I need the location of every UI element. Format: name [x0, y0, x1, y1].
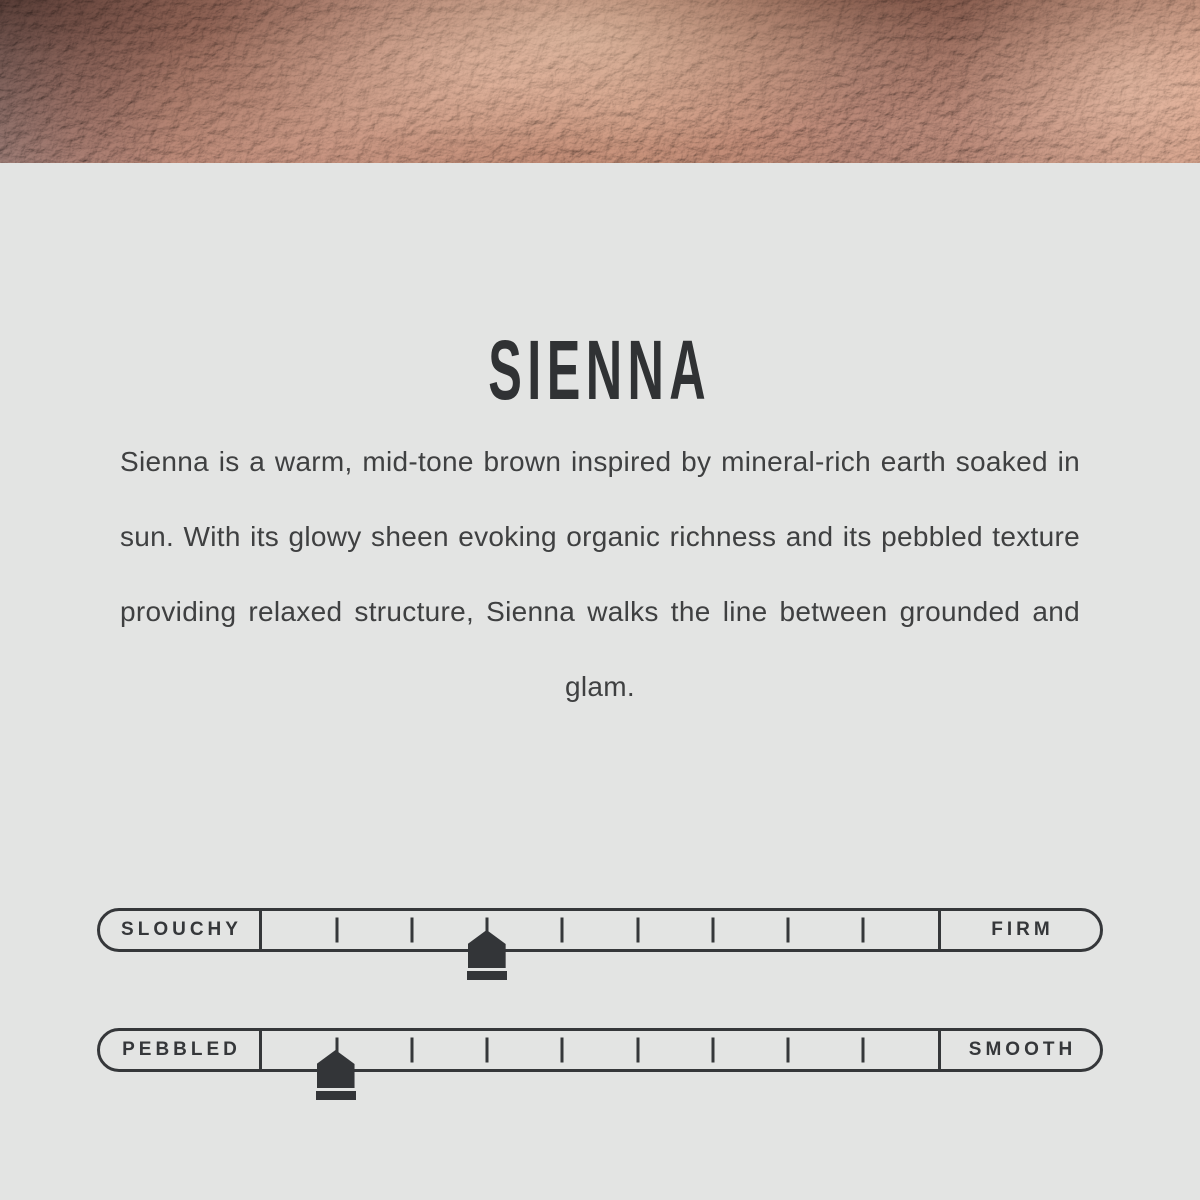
- marker-bar-icon: [467, 971, 507, 980]
- scale-structure-left-label: SLOUCHY: [121, 919, 242, 940]
- page-title: [0, 323, 1200, 418]
- tick-mark: [711, 1038, 714, 1063]
- scale-texture-track: [262, 1031, 938, 1069]
- scale-structure-left-cap: [100, 911, 262, 949]
- tick-mark: [486, 1038, 489, 1063]
- tick-mark: [786, 1038, 789, 1063]
- marker-arrow-icon: [317, 1050, 355, 1088]
- tick-mark: [561, 918, 564, 943]
- scale-structure-right-cap: [938, 911, 1100, 949]
- scale-structure: [97, 908, 1103, 952]
- tick-mark: [561, 1038, 564, 1063]
- scale-structure-pill: [97, 908, 1103, 952]
- scale-texture-left-cap: [100, 1031, 262, 1069]
- scale-texture-right-label: SMOOTH: [968, 1039, 1077, 1060]
- page-title-text: SIENNA: [488, 323, 712, 418]
- tick-mark: [411, 1038, 414, 1063]
- scale-structure-right-label: FIRM: [991, 919, 1054, 940]
- tick-mark: [636, 1038, 639, 1063]
- scale-texture-marker: [316, 1050, 356, 1100]
- tick-mark: [636, 918, 639, 943]
- tick-mark: [411, 918, 414, 943]
- leather-texture-image: [0, 0, 1200, 163]
- tick-mark: [861, 918, 864, 943]
- scale-texture-left-label: PEBBLED: [122, 1039, 241, 1060]
- scale-structure-track: [262, 911, 938, 949]
- tick-mark: [336, 918, 339, 943]
- tick-mark: [861, 1038, 864, 1063]
- scale-texture: [97, 1028, 1103, 1072]
- leather-highlight-overlay: [0, 0, 1200, 163]
- marker-arrow-icon: [468, 930, 506, 968]
- scale-texture-right-cap: [938, 1031, 1100, 1069]
- marker-bar-icon: [316, 1091, 356, 1100]
- tick-mark: [786, 918, 789, 943]
- color-description: Sienna is a warm, mid-tone brown inspired by mineral-rich earth soaked in sun. With its glowy sheen evoking organic richness and its pebbled texture providing relaxed structure, Sienna walks the line between grounded and glam.: [120, 446, 1080, 702]
- scale-texture-pill: [97, 1028, 1103, 1072]
- tick-mark: [711, 918, 714, 943]
- scale-structure-marker: [467, 930, 507, 980]
